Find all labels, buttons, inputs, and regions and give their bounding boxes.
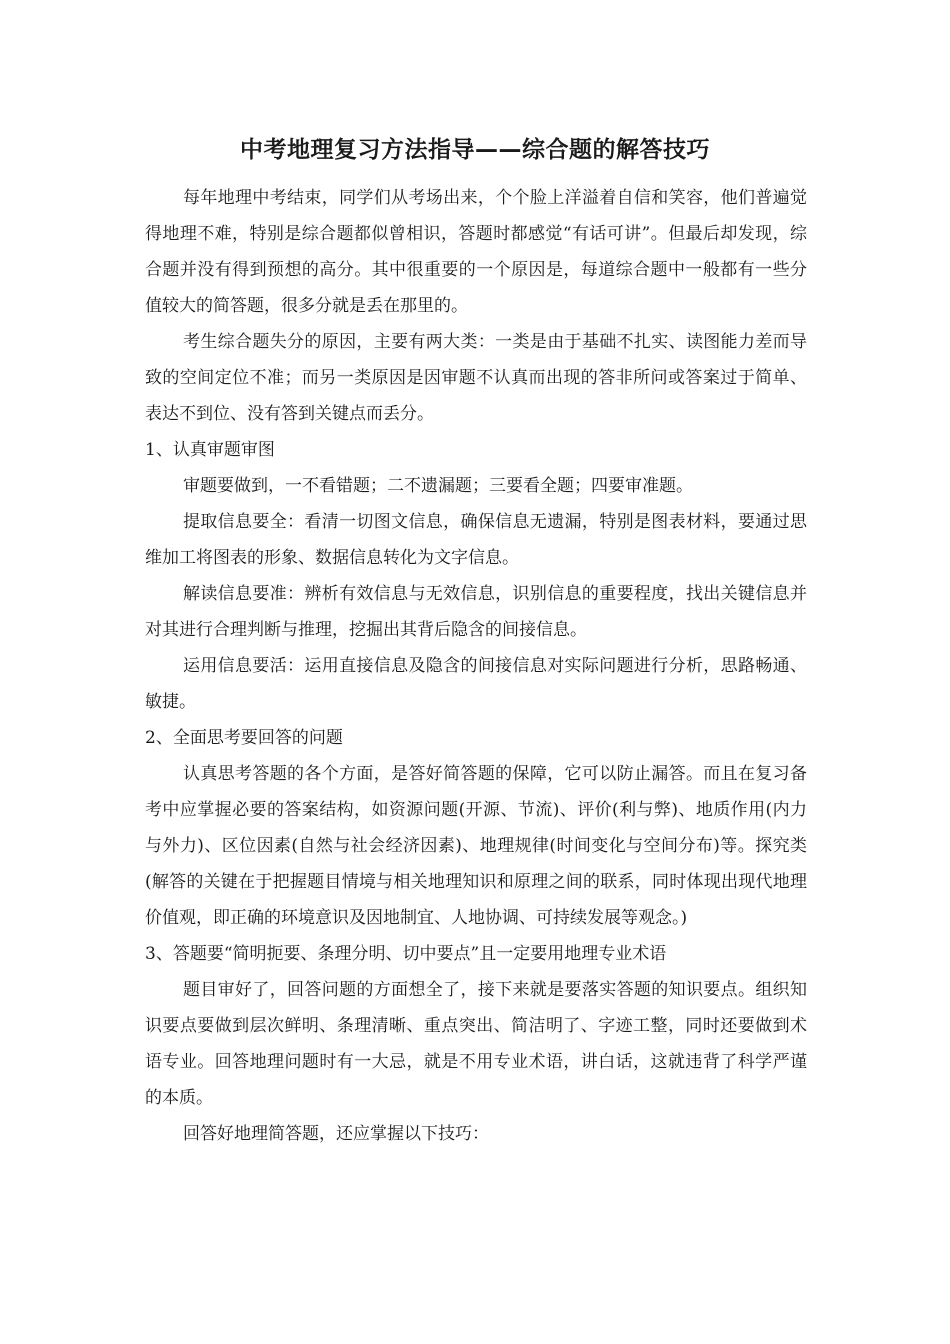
paragraph-answer-points: 题目审好了，回答问题的方面想全了，接下来就是要落实答题的知识要点。组织知识要点要做到层次鲜明、条理清晰、重点突出、简洁明了、字迹工整，同时还要做到术语专业。回答地理问题时有一大忌，就是不用专业术语，讲白话，这就违背了科学严谨的本质。 [145, 980, 807, 1108]
section-heading-2: 2、全面思考要回答的问题 [145, 728, 343, 748]
section-heading-3: 3、答题要“简明扼要、条理分明、切中要点”且一定要用地理专业术语 [145, 944, 667, 964]
paragraph-interpret-info: 解读信息要准：辨析有效信息与无效信息，识别信息的重要程度，找出关键信息并对其进行合理判断与推理，挖掘出其背后隐含的间接信息。 [145, 584, 807, 640]
paragraph-intro: 每年地理中考结束，同学们从考场出来，个个脸上洋溢着自信和笑容，他们普遍觉得地理不难，特别是综合题都似曾相识，答题时都感觉“有话可讲”。但最后却发现，综合题并没有得到预想的高分。其中很重要的一个原因是，每道综合题中一般都有一些分值较大的简答题，很多分就是丢在那里的。 [145, 188, 807, 316]
paragraph-extract-info: 提取信息要全：看清一切图文信息，确保信息无遗漏，特别是图表材料，要通过思维加工将图表的形象、数据信息转化为文字信息。 [145, 512, 807, 568]
paragraph-reasons: 考生综合题失分的原因，主要有两大类：一类是由于基础不扎实、读图能力差而导致的空间定位不准；而另一类原因是因审题不认真而出现的答非所问或答案过于简单、表达不到位、没有答到关键点而丢分。 [145, 332, 807, 424]
paragraph-apply-info: 运用信息要活：运用直接信息及隐含的间接信息对实际问题进行分析，思路畅通、敏捷。 [145, 656, 807, 712]
paragraph-review-requirements: 审题要做到，一不看错题；二不遗漏题；三要看全题；四要审准题。 [183, 476, 693, 496]
document-body [145, 180, 807, 1152]
paragraph-techniques: 回答好地理简答题，还应掌握以下技巧： [183, 1124, 489, 1144]
section-heading-1: 1、认真审题审图 [145, 440, 275, 460]
paragraph-think-comprehensively: 认真思考答题的各个方面，是答好简答题的保障，它可以防止漏答。而且在复习备考中应掌握必要的答案结构，如资源问题(开源、节流)、评价(利与弊)、地质作用(内力与外力)、区位因素(自然与社会经济因素)、地理规律(时间变化与空间分布)等。探究类(解答的关键在于把握题目情境与相关地理知识和原理之间的联系，同时体现出现代地理价值观，即正确的环境意识及因地制宜、人地协调、可持续发展等观念。) [145, 764, 807, 928]
document-title: 中考地理复习方法指导——综合题的解答技巧 [240, 137, 710, 163]
